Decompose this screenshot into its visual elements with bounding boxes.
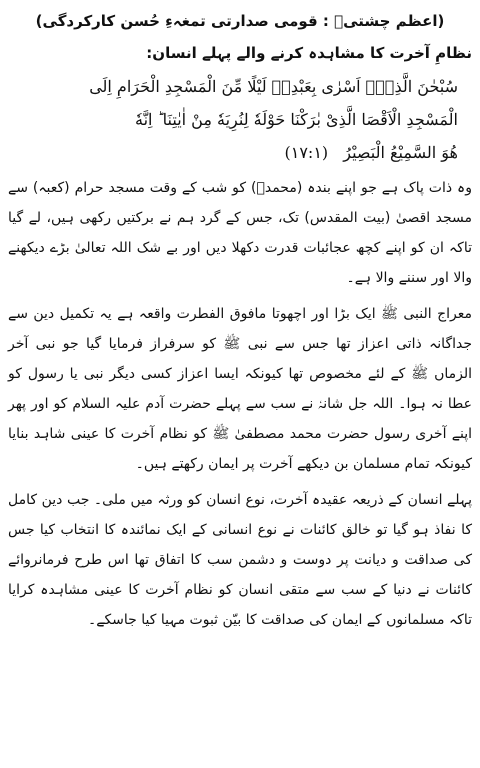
translation-paragraph: وہ ذات پاک ہے جو اپنے بندہ (محمدؐ) کو شب کے وقت مسجد حرام (کعبہ) سے مسجد اقصیٰ (بیت المقدس) تک، جس کے گرد ہم نے برکتیں رکھی ہیں، لے گیا تاکہ ان کو اپنے کچھ عجائبات قدرت دکھلا دیں اور بے شک اللہ تعالیٰ بڑے دیکھنے والا اور سننے والا ہے۔ [8, 180, 472, 286]
first-human-paragraph: پہلے انسان کے ذریعہ عقیدہ آخرت، نوع انسان کو ورثہ میں ملی۔ جب دین کامل کا نفاذ ہو گیا تو خالق کائنات نے نوع انسانی کے ایک نمائندہ کا انتخاب کیا جس کی صداقت و دیانت پر دوست و دشمن سب کا اتفاق تھا اس طرح فرمانروائے کائنات نے دنیا کے سب سے متقی انسان کو نظام آخرت کا عینی مشاہدہ کرایا تاکہ مسلمانوں کے ایمان کی صداقت کا بیّن ثبوت مہیا کیا جاسکے۔ [8, 492, 472, 628]
page-header: (اعظم چشتیؒ : قومی صدارتی تمغہءِ حُسن کارکردگی) [35, 12, 445, 30]
verse-line-3-text: هُوَ السَّمِیْعُ الْبَصِیْرُ [343, 143, 458, 162]
verse-line-1: سُبْحٰنَ الَّذِیْۤ اَسْرٰی بِعَبْدِهٖ لَیْلًا مِّنَ الْمَسْجِدِ الْحَرَامِ اِلَی [89, 77, 458, 96]
miraj-paragraph: معراج النبی ﷺ ایک بڑا اور اچھوتا مافوق الفطرت واقعہ ہے یہ تکمیل دین سے جداگانہ ذاتی اعزاز تھا جس سے نبی ﷺ کو سرفراز فرمایا گیا جو نبی آخر الزماں ﷺ کے لئے مخصوص تھا کیونکہ ایسا اعزاز کسی دیگر نبی یا رسول کو عطا نہ ہوا۔ اللہ جل شانہٗ نے سب سے پہلے حضرت آدم علیہ السلام کو اور پھر اپنے آخری رسول حضرت محمد مصطفیٰ ﷺ کو نظام آخرت کا عینی شاہد بنایا کیونکہ تمام مسلمان بن دیکھے آخرت پر ایمان رکھتے ہیں۔ [8, 306, 472, 472]
quran-verse [8, 70, 472, 169]
verse-line-3 [8, 136, 458, 169]
section-subheading: نظامِ آخرت کا مشاہدہ کرنے والے پہلے انسان: [146, 44, 472, 62]
verse-line-2: الْمَسْجِدِ الْاَقْصَا الَّذِیْ بٰرَكْنَا حَوْلَهٗ لِنُرِیَهٗ مِنْ اٰیٰتِنَا ؕ اِنَّهٗ [135, 110, 458, 129]
verse-reference: (۱۷:۱) [284, 143, 329, 162]
